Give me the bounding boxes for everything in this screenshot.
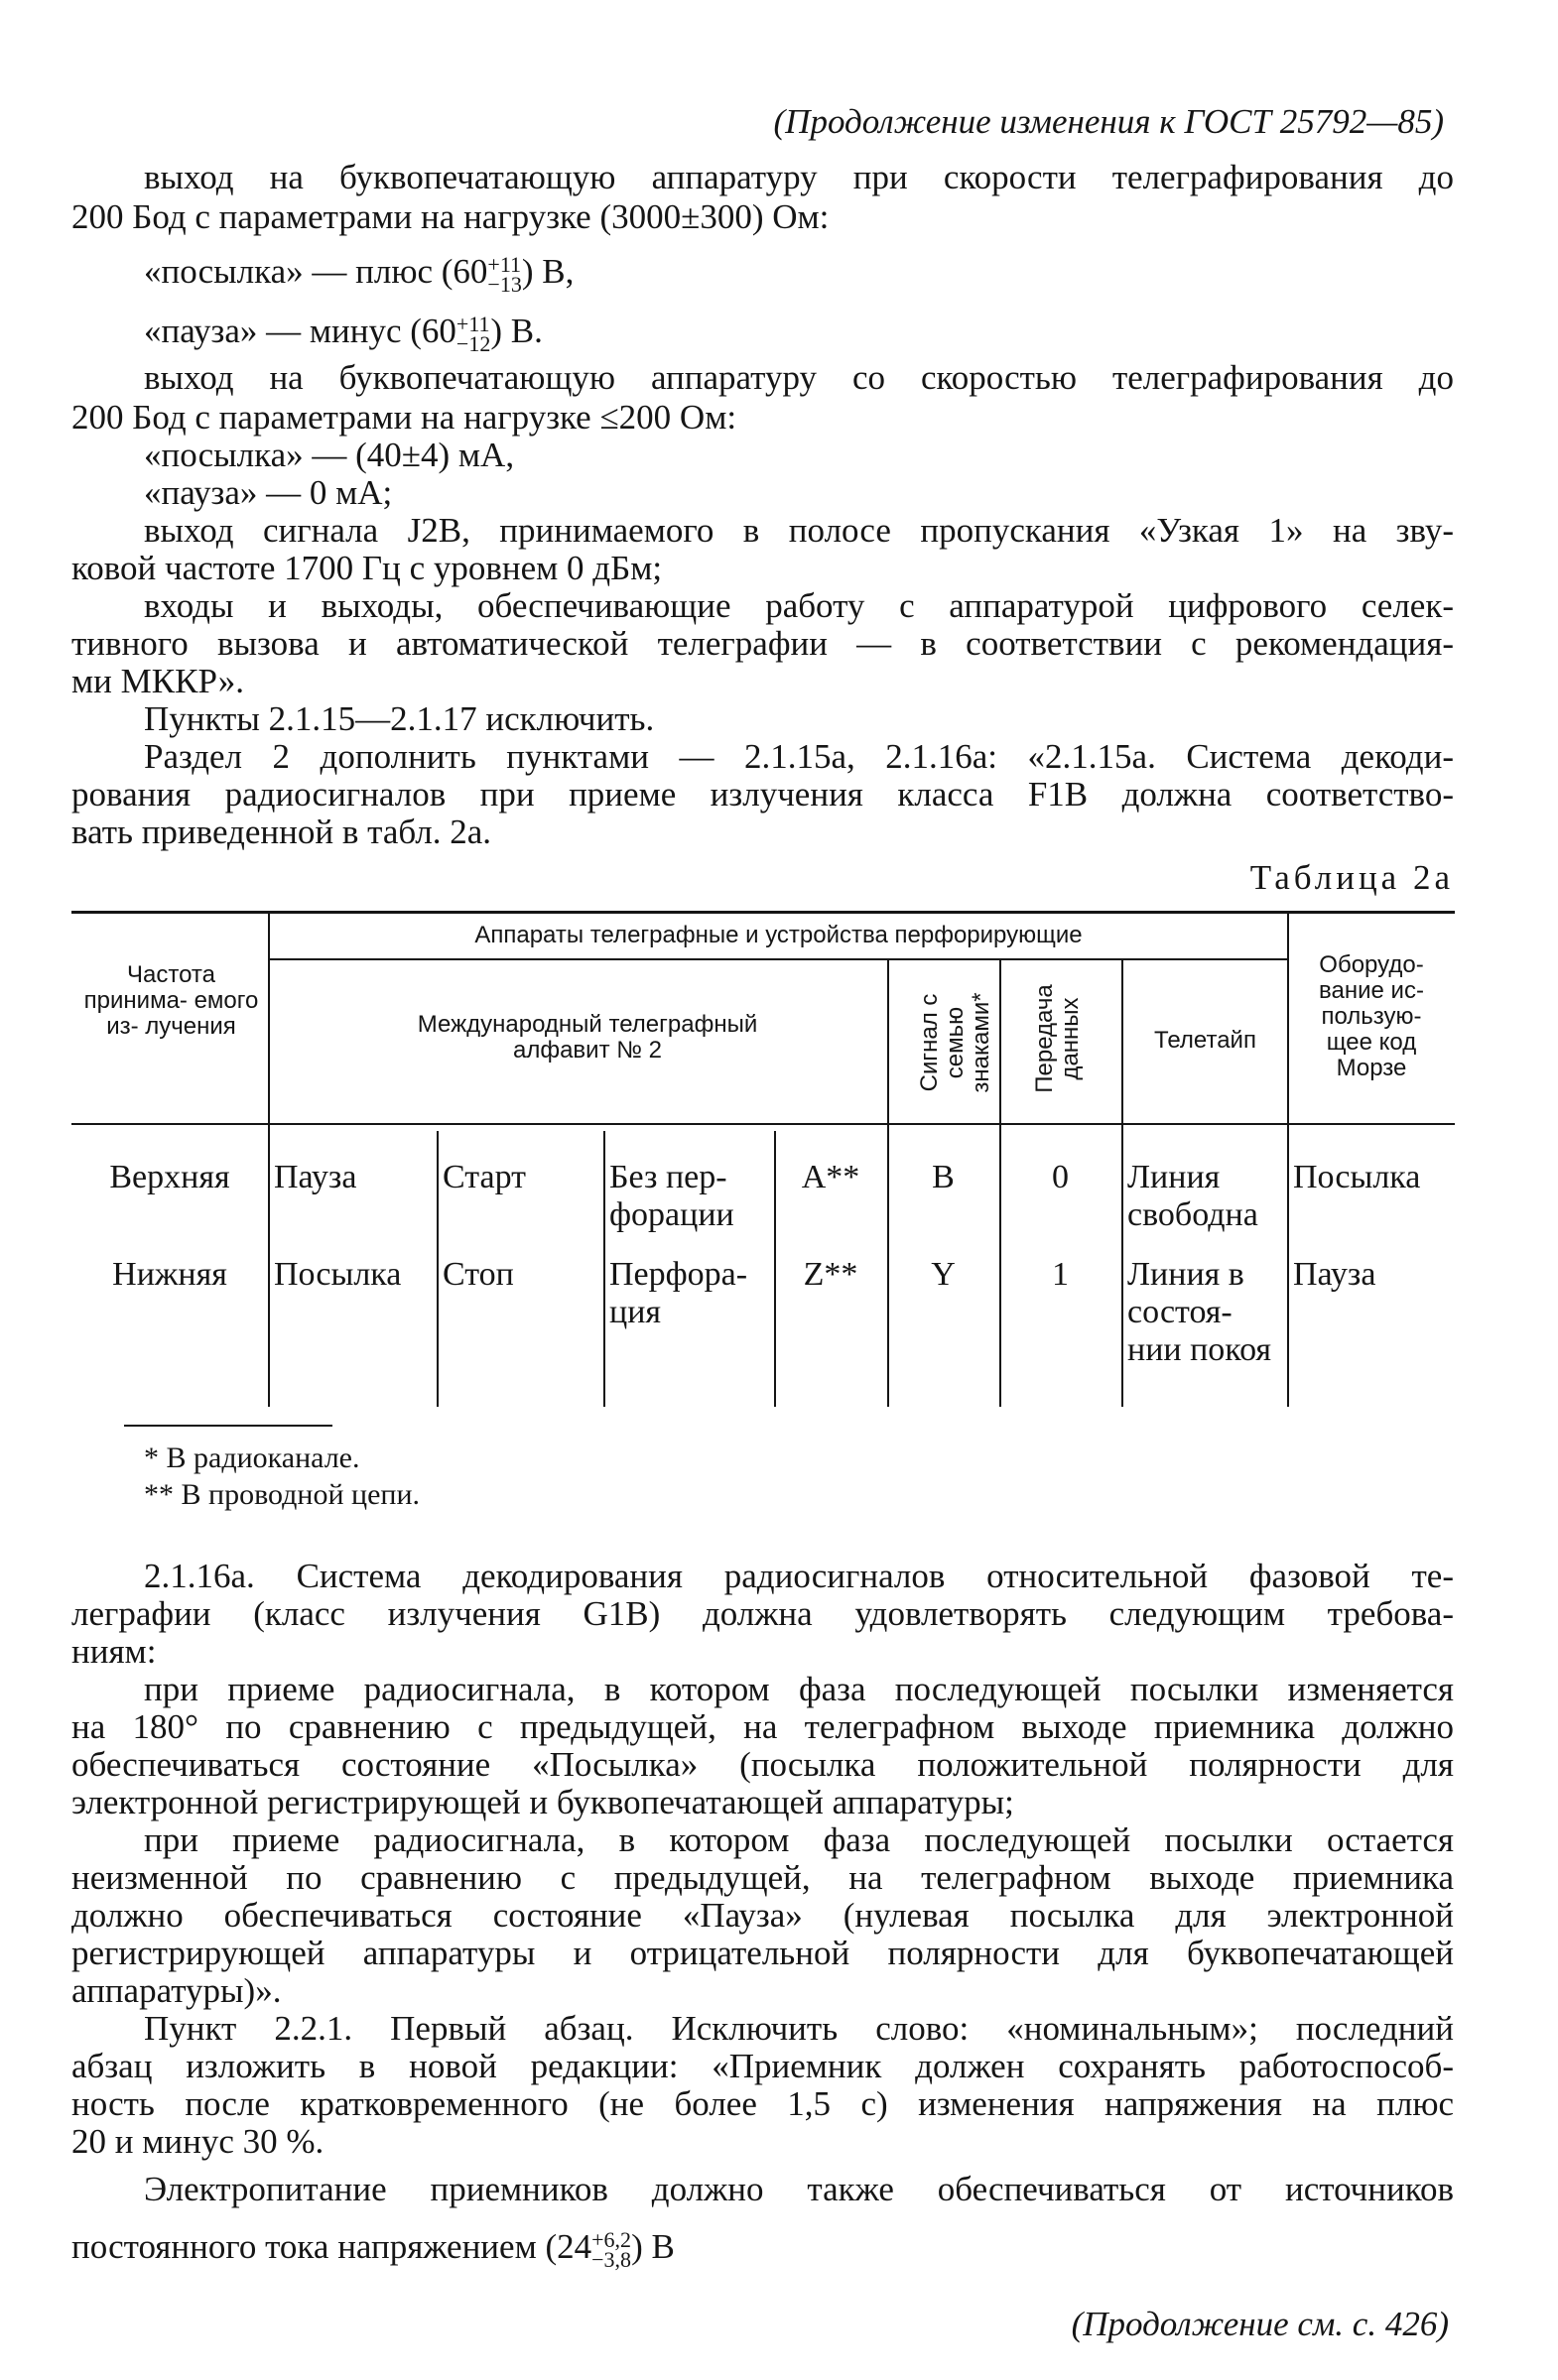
formula-power (71, 2228, 675, 2270)
formula-tail: ) В, (521, 252, 575, 291)
row1-c6: 0 (1052, 1159, 1069, 1195)
table-2a (71, 911, 1455, 1407)
text-line: ковой частоте 1700 Гц с уровнем 0 дБм; (71, 549, 663, 587)
text-line: абзац изложить в новой редакции: «Приемник должен сохранять работоспособ- (71, 2047, 1454, 2085)
formula-pauza (144, 313, 543, 354)
table-rule (603, 1131, 605, 1407)
text-line: 200 Бод с параметрами на нагрузке (3000±300) Ом: (71, 197, 830, 236)
row1-freq: Верхняя (109, 1159, 230, 1195)
text-line: Пункты 2.1.15—2.1.17 исключить. (144, 699, 655, 738)
row1-c4: A** (801, 1159, 860, 1195)
tolerance: +6,2 −3,8 (591, 2226, 632, 2272)
header-teletype: Телетайп (1154, 1027, 1256, 1054)
table-rule (71, 911, 1455, 914)
text-line: тивного вызова и автоматической телеграфии — в соответствии с рекомендация- (71, 624, 1454, 663)
table-rule (1287, 913, 1289, 1407)
text-line: на 180° по сравнению с предыдущей, на телеграфном выходе приемника должно (71, 1707, 1454, 1746)
header-telegraph-group: Аппараты телеграфные и устройства перфорирующие (474, 922, 1083, 948)
formula-label: «посылка» — плюс (60 (144, 252, 488, 291)
text-line: выход на буквопечатающую аппаратуру при скорости телеграфирования до (144, 158, 1454, 196)
header-data (1032, 964, 1084, 1113)
header-seven-signs-text: Сигнал с семью знаками* (916, 992, 994, 1093)
row2-c4: Z** (803, 1256, 858, 1293)
row1-c2: Старт (443, 1159, 527, 1195)
text-line: 200 Бод с параметрами на нагрузке ≤200 Ом: (71, 398, 737, 437)
text-line: 2.1.16а. Система декодирования радиосигналов относительной фазовой те- (144, 1557, 1454, 1595)
row1-c5: B (932, 1159, 955, 1195)
text-line: леграфии (класс излучения G1B) должна удовлетворять следующим требова- (71, 1594, 1454, 1633)
formula-label: «пауза» — минус (60 (144, 312, 456, 350)
text-line: рования радиосигналов при приеме излучения класса F1B должна соответство- (71, 775, 1454, 814)
row2-c8: Пауза (1293, 1256, 1376, 1293)
table-caption: Таблица 2а (1249, 858, 1454, 897)
formula-posylka (144, 253, 574, 295)
footnote: * В радиоканале. (144, 1441, 360, 1474)
text-line: выход сигнала J2B, принимаемого в полосе пропускания «Узкая 1» на зву- (144, 511, 1454, 550)
text-line: входы и выходы, обеспечивающие работу с аппаратурой цифрового селек- (144, 586, 1454, 625)
page-header: (Продолжение изменения к ГОСТ 25792—85) (773, 102, 1444, 141)
text-line: Пункт 2.2.1. Первый абзац. Исключить слово: «номинальным»; последний (144, 2009, 1454, 2048)
row2-c7: Линия в состоя- нии покоя (1127, 1256, 1272, 1368)
row2-freq: Нижняя (112, 1256, 227, 1293)
row1-c3: Без пер- форации (609, 1159, 734, 1233)
text-line: при приеме радиосигнала, в котором фаза последующей посылки изменяется (144, 1670, 1454, 1708)
header-ita2: Международный телеграфный алфавит № 2 (417, 1011, 758, 1064)
page-footer: (Продолжение см. с. 426) (1071, 2305, 1449, 2343)
text-line: «посылка» — (40±4) мА, (144, 436, 515, 474)
text-line: обеспечиваться состояние «Посылка» (посылка положительной полярности для (71, 1745, 1454, 1784)
text-line: «пауза» — 0 мА; (144, 473, 393, 512)
header-seven-signs (917, 968, 994, 1117)
header-morse: Оборудо- вание ис- пользую- щее код Морзе (1319, 951, 1424, 1081)
row2-c3: Перфора- ция (609, 1256, 748, 1330)
table-rule (270, 958, 1287, 960)
table-rule (268, 913, 270, 1407)
row1-c8: Посылка (1293, 1159, 1421, 1195)
formula-label: постоянного тока напряжением (24 (71, 2227, 592, 2266)
text-line: аппаратуры)». (71, 1971, 282, 2010)
row2-c1: Посылка (274, 1256, 402, 1293)
row1-c1: Пауза (274, 1159, 357, 1195)
header-frequency: Частота принима- емого из- лучения (83, 961, 259, 1040)
text-line: ниям: (71, 1632, 157, 1671)
footnote-rule (124, 1425, 332, 1427)
tolerance: +11 −13 (487, 251, 522, 297)
text-line: регистрирующей аппаратуры и отрицательной полярности для буквопечатающей (71, 1934, 1454, 1972)
text-line: должно обеспечиваться состояние «Пауза» (нулевая посылка для электронной (71, 1896, 1454, 1935)
row2-c6: 1 (1052, 1256, 1069, 1293)
text-line: вать приведенной в табл. 2а. (71, 813, 492, 851)
row2-c5: Y (931, 1256, 956, 1293)
text-line: выход на буквопечатающую аппаратуру со скоростью телеграфирования до (144, 358, 1454, 397)
row2-c2: Стоп (443, 1256, 514, 1293)
text-line: при приеме радиосигнала, в котором фаза последующей посылки остается (144, 1820, 1454, 1859)
row1-c7: Линия свободна (1127, 1159, 1258, 1233)
text-line: Электропитание приемников должно также обеспечиваться от источников (144, 2170, 1454, 2208)
formula-tail: ) В. (490, 312, 543, 350)
text-line: ми МККР». (71, 662, 245, 700)
tolerance: +11 −12 (455, 311, 491, 356)
text-line: электронной регистрирующей и буквопечатающей аппаратуры; (71, 1783, 1014, 1821)
text-line: неизменной по сравнению с предыдущей, на телеграфном выходе приемника (71, 1858, 1454, 1897)
header-data-text: Передача данных (1031, 984, 1084, 1093)
text-line: ность после кратковременного (не более 1,5 с) изменения напряжения на плюс (71, 2084, 1454, 2123)
footnote: ** В проводной цепи. (144, 1478, 421, 1511)
table-rule (71, 1123, 1455, 1125)
text-line: 20 и минус 30 %. (71, 2122, 325, 2161)
formula-tail: ) В (631, 2227, 675, 2266)
table-rule (437, 1131, 439, 1407)
text-line: Раздел 2 дополнить пунктами — 2.1.15а, 2.1.16а: «2.1.15а. Система декоди- (144, 737, 1454, 776)
